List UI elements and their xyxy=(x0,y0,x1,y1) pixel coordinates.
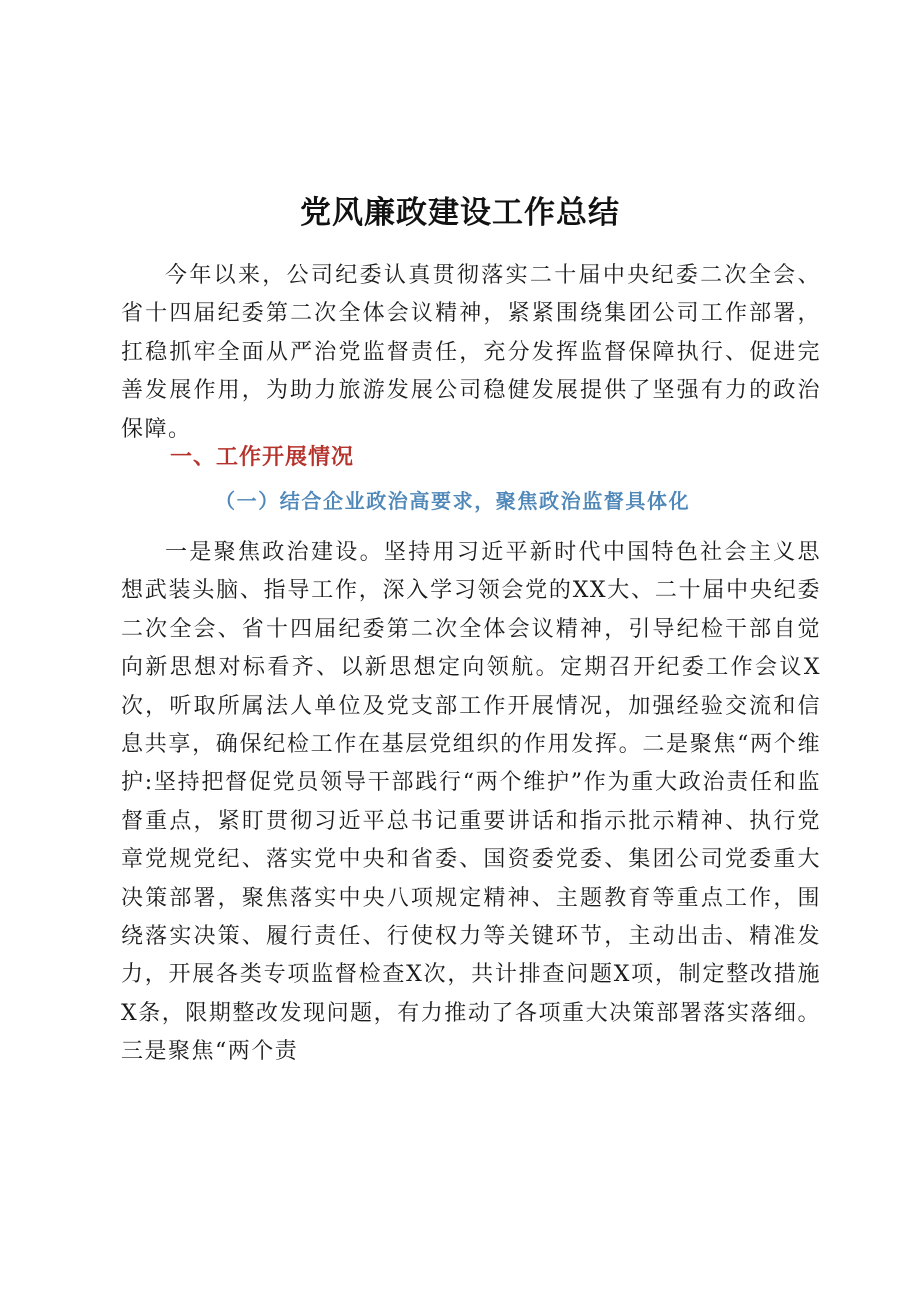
intro-paragraph: 今年以来，公司纪委认真贯彻落实二十届中央纪委二次全会、省十四届纪委第二次全体会议精神，紧紧围绕集团公司工作部署，扛稳抓牢全面从严治党监督责任，充分发挥监督保障执行、促进完善发展作用，为助力旅游发展公司稳健发展提供了坚强有力的政治保障。 xyxy=(121,263,821,442)
page-title: 党风廉政建设工作总结 xyxy=(300,194,620,231)
body-paragraph: 一是聚焦政治建设。坚持用习近平新时代中国特色社会主义思想武装头脑、指导工作，深入学习领会党的XX大、二十届中央纪委二次全会、省十四届纪委第二次全体会议精神，引导纪检干部自觉向新思想对标看齐、以新思想定向领航。定期召开纪委工作会议X次，听取所属法人单位及党支部工作开展情况，加强经验交流和信息共享，确保纪检工作在基层党组织的作用发挥。二是聚焦“两个维护:坚持把督促党员领导干部践行“两个维护”作为重大政治责任和监督重点，紧盯贯彻习近平总书记重要讲话和指示批示精神、执行党章党规党纪、落实党中央和省委、国资委党委、集团公司党委重大决策部署，聚焦落实中央八项规定精神、主题教育等重点工作，围绕落实决策、履行责任、行使权力等关键环节，主动出击、精准发力，开展各类专项监督检查X次，共计排查问题X项，制定整改措施X条，限期整改发现问题，有力推动了各项重大决策部署落实落细。三是聚焦“两个责 xyxy=(121,540,821,1065)
section-heading: 一、工作开展情况 xyxy=(170,445,355,470)
subsection-heading: （一）结合企业政治高要求，聚焦政治监督具体化 xyxy=(215,489,691,513)
